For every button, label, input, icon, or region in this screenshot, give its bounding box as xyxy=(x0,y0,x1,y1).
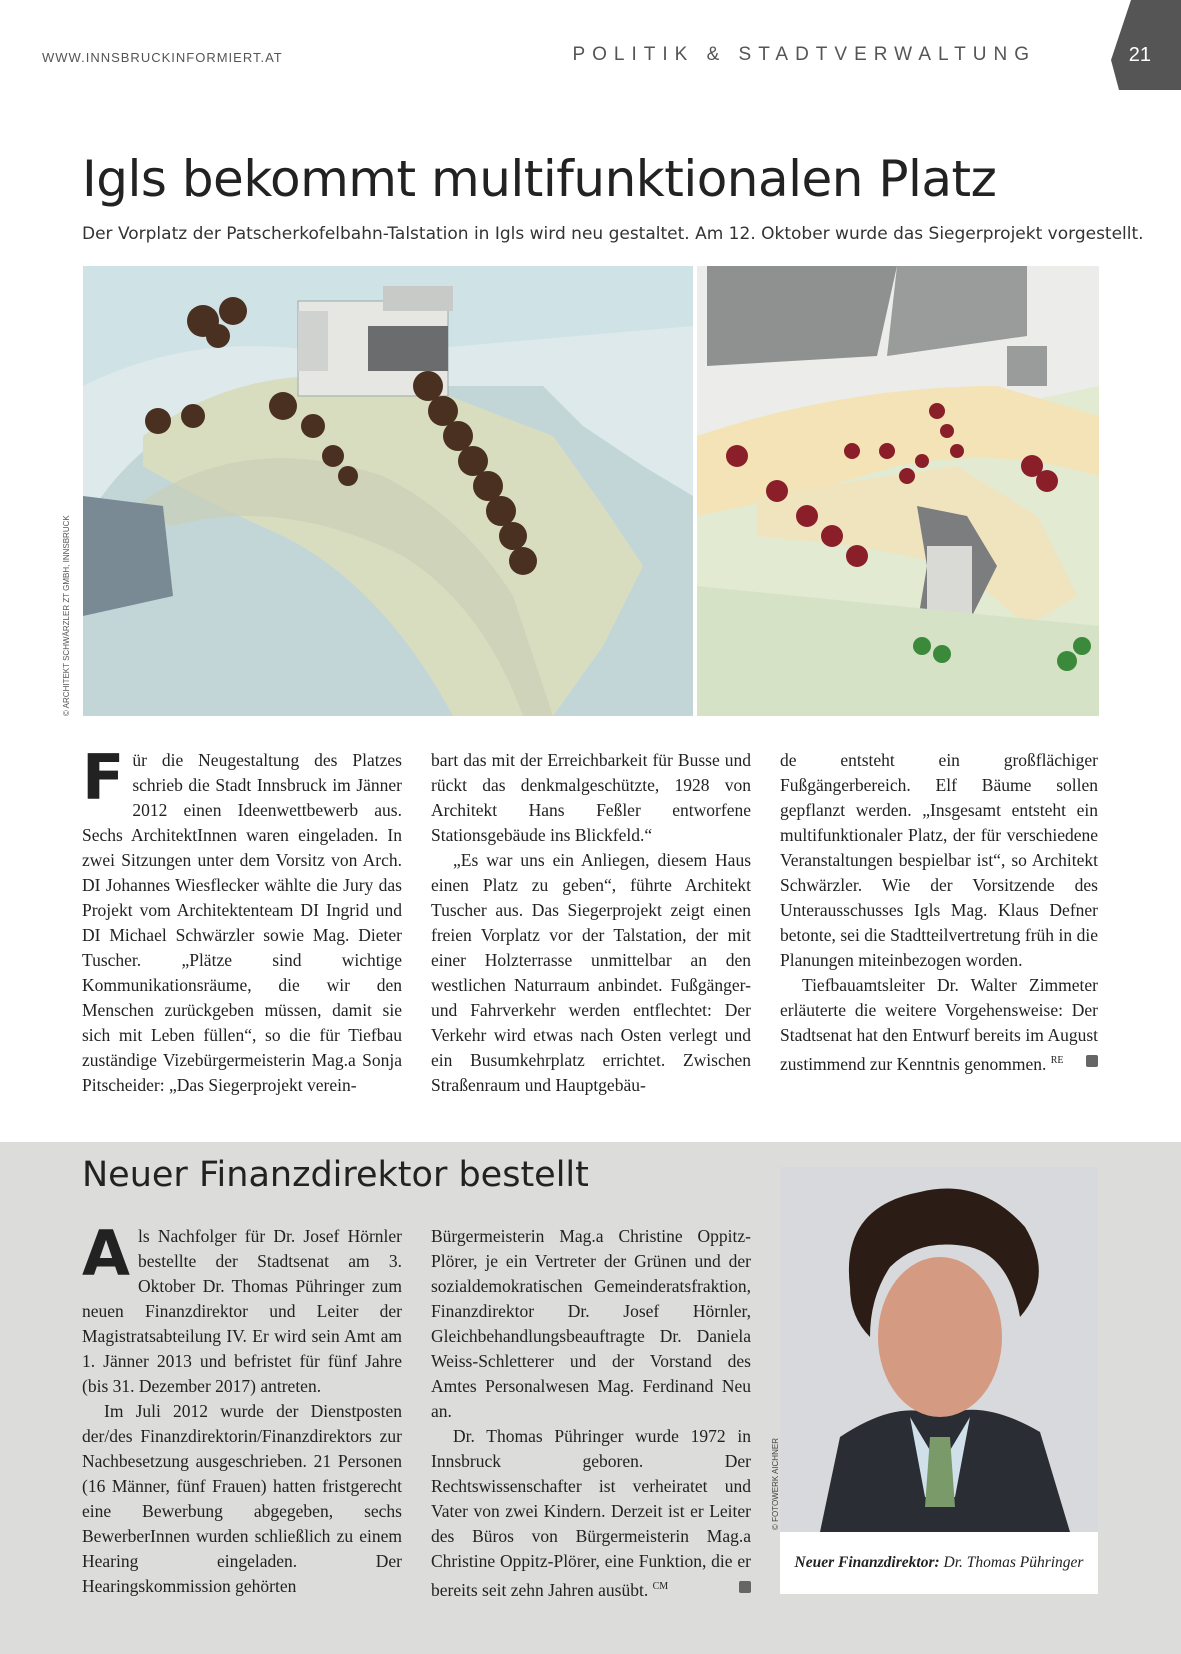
article2-column-1 xyxy=(82,1217,402,1599)
article2-title: Neuer Finanzdirektor bestellt xyxy=(82,1155,589,1195)
image-credit: © ARCHITEKT SCHWÄRZLER ZT GMBH, INNSBRUCK xyxy=(62,515,71,716)
author-initials: CM xyxy=(652,1581,669,1592)
photo-caption xyxy=(780,1532,1098,1594)
caption-bold: Neuer Finanzdirektor: xyxy=(794,1554,940,1571)
article1-column-1 xyxy=(82,741,402,1098)
article-title: Igls bekommt multifunktionalen Platz xyxy=(82,150,997,208)
rendering-image xyxy=(83,266,693,716)
end-mark-icon xyxy=(1086,1055,1098,1067)
drop-cap: F xyxy=(82,741,125,814)
paragraph: Dr. Thomas Pühringer wurde 1972 in Innsbruck geboren. Der Rechtswissenschafter ist verheiratet und Vater von zwei Kindern. Derzeit ist er Leiter des Büros von Bürgermeisterin Mag.a Christine Oppitz-Plörer, eine Funktion, die er bereits seit zehn Jahren ausübt. xyxy=(431,1426,751,1600)
paragraph: ür die Neugestaltung des Platzes schrieb die Stadt Innsbruck im Jänner 2012 einen Ideenwettbewerb aus. Sechs ArchitektInnen waren eingeladen. In zwei Sitzungen unter dem Vorsitz von Arch. DI Johannes Wiesflecker wählte die Jury das Projekt vom Architektenteam DI Ingrid und DI Michael Schwärzler sowie Mag. Dieter Tuscher. „Plätze sind wichtige Kommunikationsräume, die wir den Menschen zurückgeben müssen, damit sie sich mit Leben füllen“, so die für Tiefbau zuständige Vizebürgermeisterin Mag.a Sonja Pitscheider: „Das Siegerprojekt verein- xyxy=(82,750,402,1095)
paragraph: ls Nachfolger für Dr. Josef Hörnler bestellte der Stadtsenat am 3. Oktober Dr. Thomas Pühringer zum neuen Finanzdirektor und Leiter der Magistratsabteilung IV. Er wird sein Amt am 1. Jänner 2013 und befristet für fünf Jahre (bis 31. Dezember 2017) antreten. xyxy=(82,1226,402,1396)
paragraph: Im Juli 2012 wurde der Dienstposten der/des Finanzdirektorin/Finanzdirektors zur Nachbesetzung ausgeschrieben. 21 Personen (16 Männer, fünf Frauen) hatten fristgerecht eine Bewerbung abgegeben, sechs BewerberInnen wurden schließlich zu einem Hearing eingeladen. Der Hearingskommission gehörten xyxy=(82,1401,402,1596)
page-number: 21 xyxy=(1128,44,1151,66)
article2-column-2 xyxy=(431,1224,751,1603)
photo-credit: © FOTOWERK AICHNER xyxy=(771,1438,780,1530)
site-plan-image xyxy=(697,266,1099,716)
drop-cap: A xyxy=(82,1217,130,1290)
article1-column-2 xyxy=(431,748,751,1098)
paragraph: Bürgermeisterin Mag.a Christine Oppitz-Plörer, je ein Vertreter der Grünen und der sozialdemokratischen Gemeinderatsfraktion, Finanzdirektor Dr. Josef Hörnler, Gleichbehandlungsbeauftragte Dr. Daniela Weiss-Schletterer und der Vorstand des Amtes Personalwesen Mag. Ferdinand Neu an. xyxy=(431,1226,751,1421)
portrait-photo xyxy=(780,1167,1098,1532)
paragraph: bart das mit der Erreichbarkeit für Busse und rückt das denkmalgeschützte, 1928 von Architekt Hans Feßler entworfene Stationsgebäude ins Blickfeld.“ xyxy=(431,750,751,845)
end-mark-icon xyxy=(739,1581,751,1593)
website-url[interactable]: WWW.INNSBRUCKINFORMIERT.AT xyxy=(42,50,283,65)
paragraph: de entsteht ein großflächiger Fußgängerbereich. Elf Bäume sollen gepflanzt werden. „Insgesamt entsteht ein multifunktionaler Platz, der für verschiedene Veranstaltungen bespielbar ist“, so Architekt Schwärzler. Wie der Vorsitzende des Unterausschusses Igls Mag. Klaus Defner betonte, sei die Stadtteilvertretung früh in die Planungen miteinbezogen worden. xyxy=(780,750,1098,970)
article-subtitle: Der Vorplatz der Patscherkofelbahn-Talstation in Igls wird neu gestaltet. Am 12. Oktober wurde das Siegerprojekt vorgestellt. xyxy=(82,224,1144,244)
paragraph: Tiefbauamtsleiter Dr. Walter Zimmeter erläuterte die weitere Vorgehensweise: Der Stadtsenat hat den Entwurf bereits im August zustimmend zur Kenntnis genommen. xyxy=(780,975,1098,1074)
caption-text: Dr. Thomas Pühringer xyxy=(939,1554,1084,1571)
author-initials: RE xyxy=(1050,1055,1064,1066)
paragraph: „Es war uns ein Anliegen, diesem Haus einen Platz zu geben“, führte Architekt Tuscher aus. Das Siegerprojekt zeigt einen freien Vorplatz vor der Talstation, der mit einer Holzterrasse unmittelbar an den westlichen Naturraum anbindet. Fußgänger- und Fahrverkehr werden entflechtet: Der Verkehr wird etwas nach Osten verlegt und ein Busumkehrplatz errichtet. Zwischen Straßenraum und Hauptgebäu- xyxy=(431,850,751,1095)
section-title: POLITIK & STADTVERWALTUNG xyxy=(572,44,1036,65)
article1-column-3 xyxy=(780,748,1098,1077)
